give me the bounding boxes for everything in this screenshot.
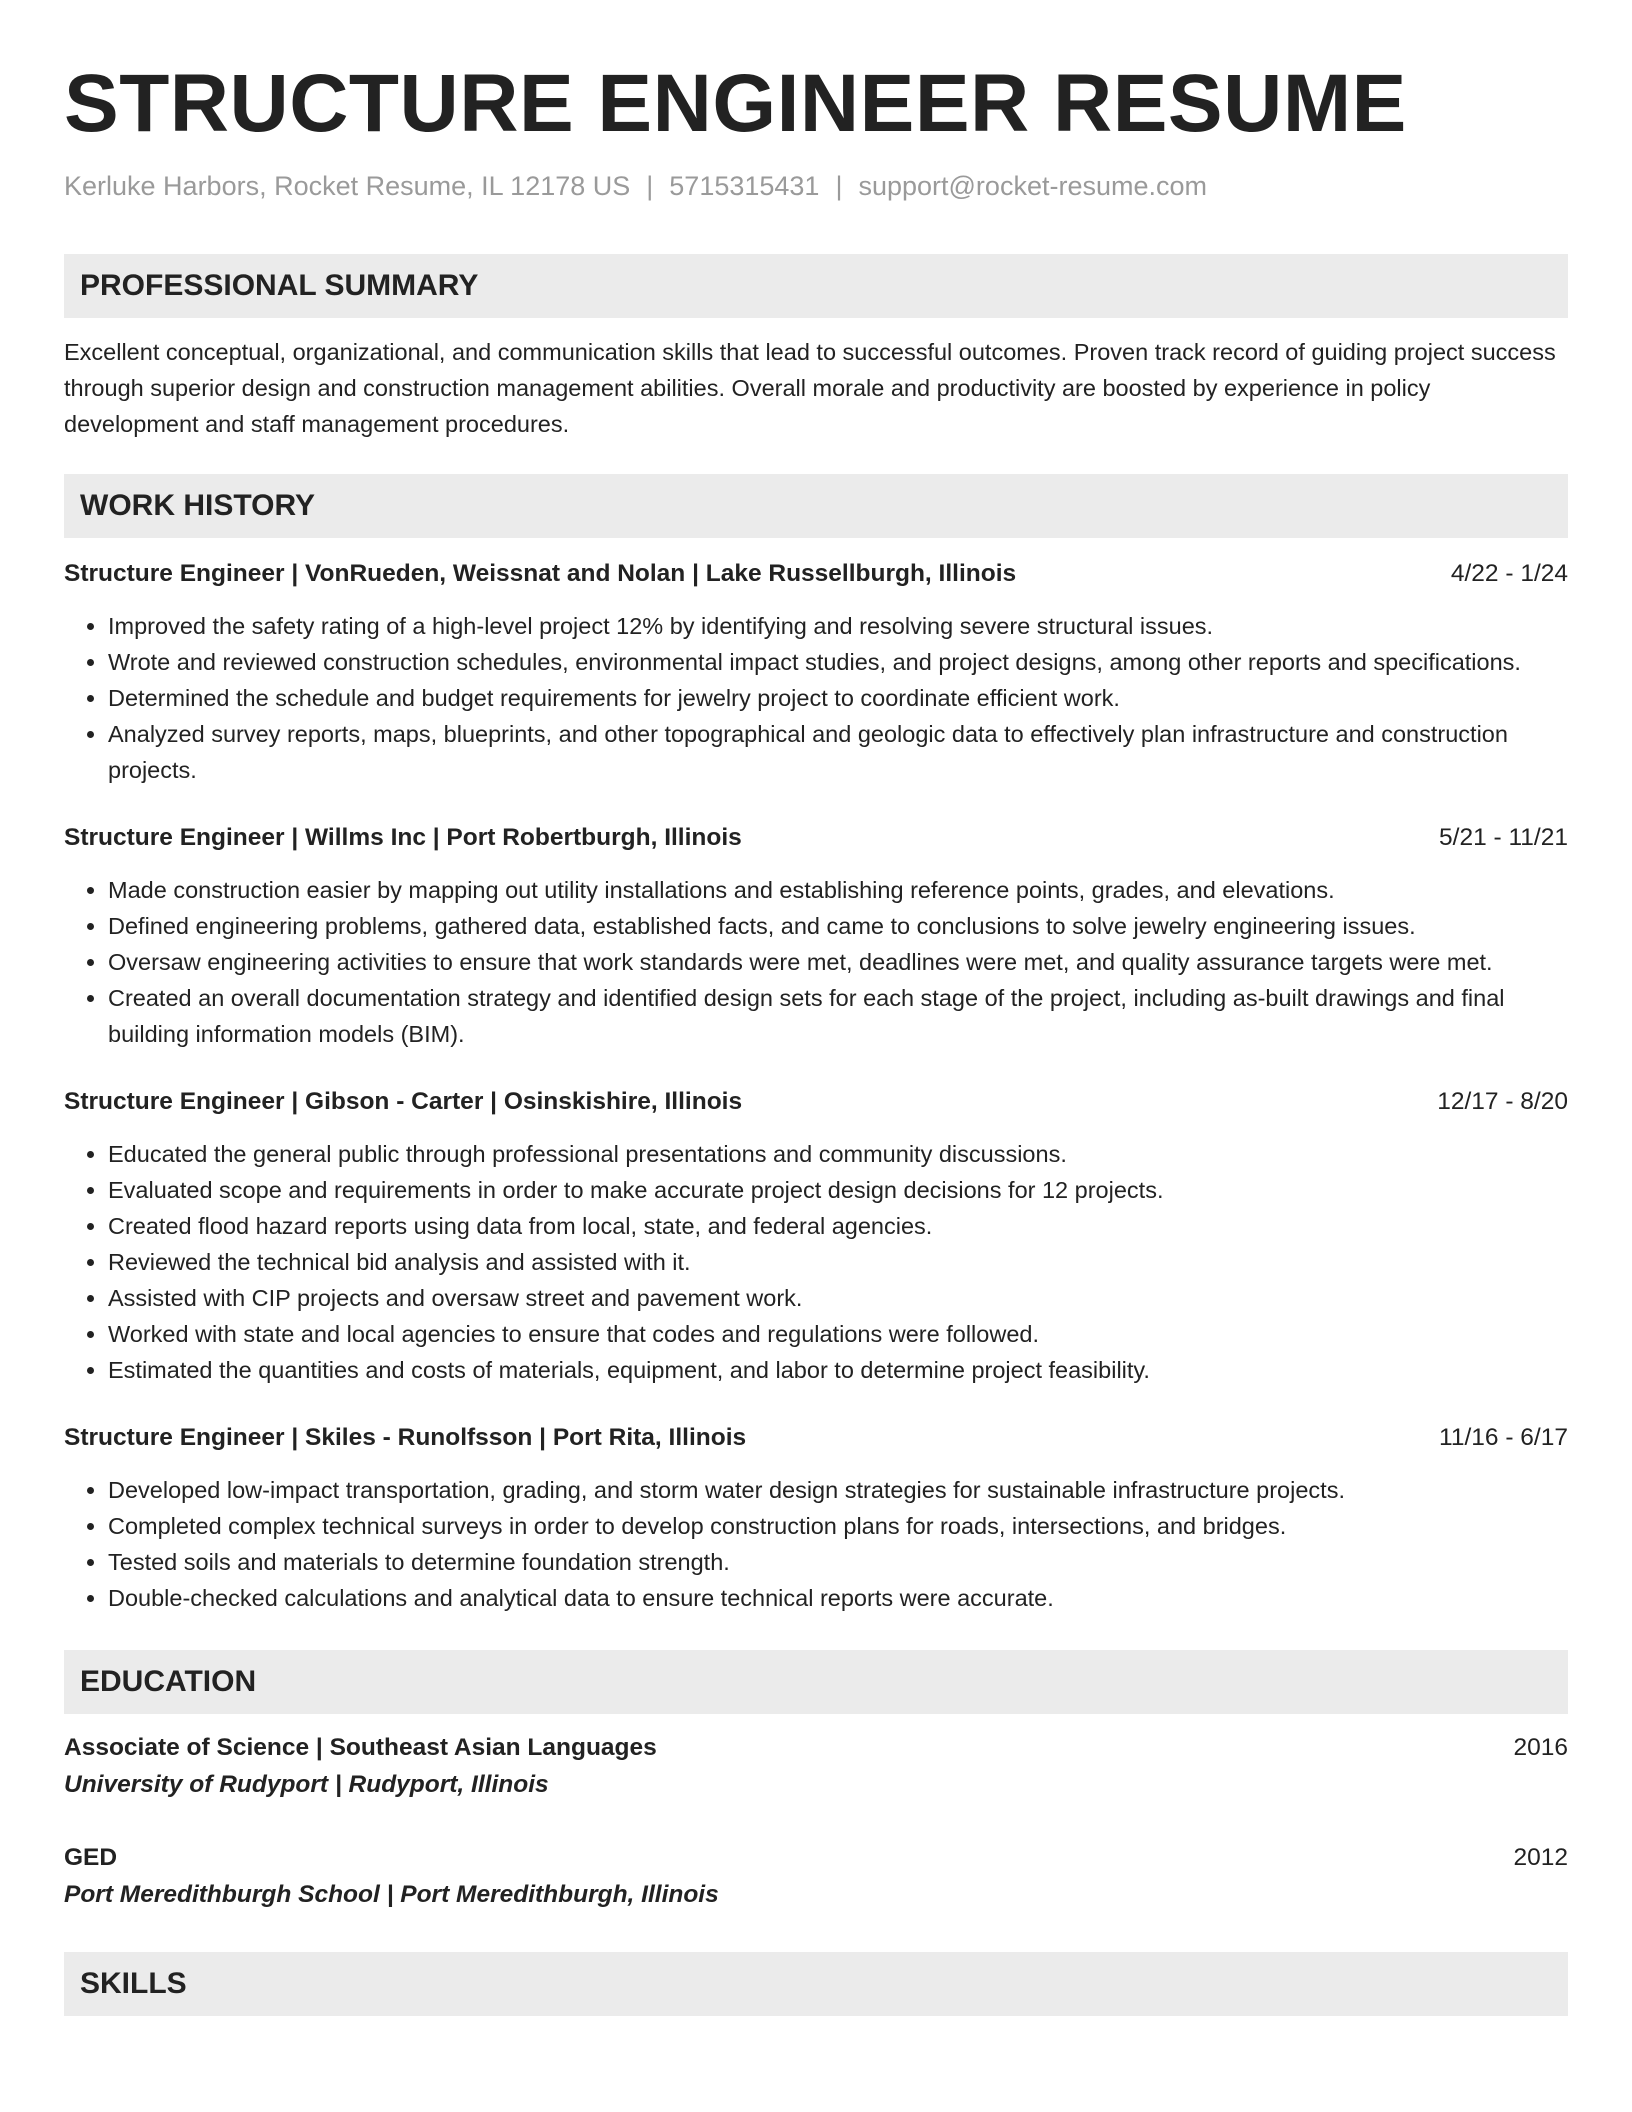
job-title: Structure Engineer | Gibson - Carter | Osinskishire, Illinois bbox=[64, 1088, 743, 1115]
job-bullet: • Worked with state and local agencies to ensure that codes and regulations were followed. bbox=[108, 1316, 1568, 1352]
job-header bbox=[64, 1420, 1568, 1456]
job-header bbox=[64, 1084, 1568, 1120]
job-bullet: • Estimated the quantities and costs of materials, equipment, and labor to determine project feasibility. bbox=[108, 1352, 1568, 1388]
job-bullet: • Assisted with CIP projects and oversaw street and pavement work. bbox=[108, 1280, 1568, 1316]
section-header-skills bbox=[64, 1952, 1568, 2016]
education-school: Port Meredithburgh School | Port Meredithburgh, Illinois bbox=[64, 1881, 719, 1908]
education-degree: GED bbox=[64, 1844, 118, 1871]
section-title: WORK HISTORY bbox=[80, 489, 316, 522]
resume-content bbox=[64, 56, 1568, 2016]
job-bullet: • Created flood hazard reports using data from local, state, and federal agencies. bbox=[108, 1208, 1568, 1244]
education-entry bbox=[64, 1840, 1568, 1914]
resume-title: STRUCTURE ENGINEER RESUME bbox=[64, 58, 1407, 149]
job-title: Structure Engineer | Willms Inc | Port Robertburgh, Illinois bbox=[64, 824, 742, 851]
job-header bbox=[64, 820, 1568, 856]
job-title: Structure Engineer | VonRueden, Weissnat and Nolan | Lake Russellburgh, Illinois bbox=[64, 560, 1017, 587]
education-header bbox=[64, 1840, 1568, 1876]
section-title: SKILLS bbox=[80, 1967, 187, 2000]
contact-address: Kerluke Harbors, Rocket Resume, IL 12178 US bbox=[64, 171, 631, 201]
contact-phone: 5715315431 bbox=[669, 171, 820, 201]
job-bullet: • Developed low-impact transportation, grading, and storm water design strategies for sustainable infrastructure projects. bbox=[108, 1472, 1568, 1508]
job-bullet: • Double-checked calculations and analytical data to ensure technical reports were accurate. bbox=[108, 1580, 1568, 1616]
education-entry bbox=[64, 1730, 1568, 1804]
job-bullet: • Wrote and reviewed construction schedules, environmental impact studies, and project designs, among other reports and specifications. bbox=[108, 644, 1568, 680]
section-title: EDUCATION bbox=[80, 1665, 257, 1698]
section-title: PROFESSIONAL SUMMARY bbox=[80, 269, 479, 302]
job-bullets bbox=[64, 872, 1568, 1052]
job-bullet: • Made construction easier by mapping out utility installations and establishing reference points, grades, and elevations. bbox=[108, 872, 1568, 908]
education-year: 2012 bbox=[1513, 1844, 1568, 1871]
job-bullet: • Oversaw engineering activities to ensure that work standards were met, deadlines were met, and quality assurance targets were met. bbox=[108, 944, 1568, 980]
section-header-work-history bbox=[64, 474, 1568, 538]
job-dates: 4/22 - 1/24 bbox=[1450, 560, 1568, 587]
job-bullet: • Reviewed the technical bid analysis and assisted with it. bbox=[108, 1244, 1568, 1280]
job-bullet: • Educated the general public through professional presentations and community discussions. bbox=[108, 1136, 1568, 1172]
job-entry bbox=[64, 820, 1568, 1052]
contact-separator: | bbox=[835, 171, 843, 201]
job-bullet: • Created an overall documentation strategy and identified design sets for each stage of the project, including as-built drawings and final building information models (BIM). bbox=[108, 980, 1568, 1052]
contact-separator: | bbox=[646, 171, 654, 201]
section-header-education bbox=[64, 1650, 1568, 1714]
job-dates: 11/16 - 6/17 bbox=[1439, 1424, 1568, 1451]
education-year: 2016 bbox=[1513, 1734, 1568, 1761]
education-school: University of Rudyport | Rudyport, Illinois bbox=[64, 1771, 549, 1798]
job-dates: 12/17 - 8/20 bbox=[1437, 1088, 1568, 1115]
job-bullets bbox=[64, 1136, 1568, 1388]
job-bullet: • Determined the schedule and budget requirements for jewelry project to coordinate efficient work. bbox=[108, 680, 1568, 716]
section-header-summary bbox=[64, 254, 1568, 318]
job-bullet: • Analyzed survey reports, maps, blueprints, and other topographical and geologic data to effectively plan infrastructure and construction projects. bbox=[108, 716, 1568, 788]
job-entry bbox=[64, 1084, 1568, 1388]
job-title: Structure Engineer | Skiles - Runolfsson | Port Rita, Illinois bbox=[64, 1424, 747, 1451]
job-bullets bbox=[64, 608, 1568, 788]
job-bullet: • Tested soils and materials to determine foundation strength. bbox=[108, 1544, 1568, 1580]
contact-email: support@rocket-resume.com bbox=[858, 171, 1207, 201]
education-degree: Associate of Science | Southeast Asian Languages bbox=[64, 1734, 657, 1761]
job-entry bbox=[64, 1420, 1568, 1616]
job-entry bbox=[64, 556, 1568, 788]
contact-line bbox=[64, 168, 1568, 204]
job-bullet: • Evaluated scope and requirements in order to make accurate project design decisions for 12 projects. bbox=[108, 1172, 1568, 1208]
job-dates: 5/21 - 11/21 bbox=[1439, 824, 1568, 851]
job-header bbox=[64, 556, 1568, 592]
summary-text: Excellent conceptual, organizational, and communication skills that lead to successful outcomes. Proven track record of guiding project success through superior design and construction management abilities. Overall morale and productivity are boosted by experience in policy development and staff management procedures. bbox=[64, 339, 1556, 437]
education-header bbox=[64, 1730, 1568, 1766]
job-bullet: • Completed complex technical surveys in order to develop construction plans for roads, intersections, and bridges. bbox=[108, 1508, 1568, 1544]
job-bullet: • Improved the safety rating of a high-level project 12% by identifying and resolving severe structural issues. bbox=[108, 608, 1568, 644]
job-bullet: • Defined engineering problems, gathered data, established facts, and came to conclusions to solve jewelry engineering issues. bbox=[108, 908, 1568, 944]
job-bullets bbox=[64, 1472, 1568, 1616]
